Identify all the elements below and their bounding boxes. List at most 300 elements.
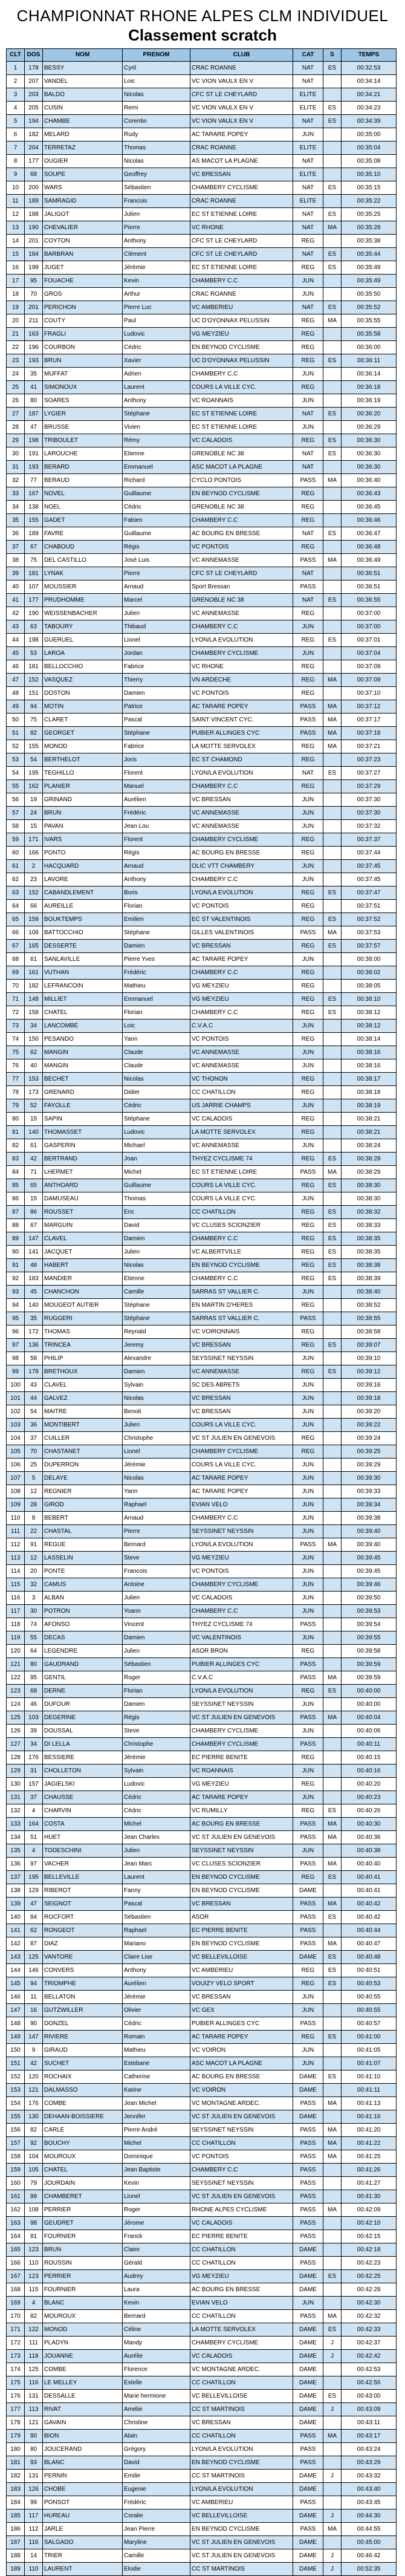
cell-bib: 20 (25, 1565, 43, 1578)
cell-club: VG MEYZIEU (190, 1552, 293, 1565)
cell-bib: 71 (25, 1166, 43, 1179)
cell-club: VG MEYZIEU (190, 980, 293, 993)
cell-time: 00:36:19 (342, 394, 397, 408)
cell-first-name: Jérémie (123, 1751, 190, 1764)
cell-bib: 91 (25, 1538, 43, 1552)
cell-bib: 82 (25, 2310, 43, 2323)
cell-bib: 62 (25, 1046, 43, 1059)
cell-club: VC AMBERIEU (190, 2496, 293, 2509)
cell-rank: 32 (7, 474, 25, 487)
cell-sub-category (323, 1565, 342, 1578)
cell-sub-category (323, 1552, 342, 1565)
cell-first-name: Corentin (123, 115, 190, 128)
cell-sub-category (323, 2416, 342, 2430)
cell-last-name: DERNE (43, 1685, 123, 1698)
cell-first-name: Reynald (123, 1325, 190, 1339)
cell-last-name: PERRIER (43, 2270, 123, 2283)
cell-sub-category (323, 195, 342, 208)
cell-first-name: Laurent (123, 1871, 190, 1884)
cell-last-name: AUREILLE (43, 900, 123, 913)
cell-time: 00:36:51 (342, 581, 397, 594)
cell-category: REG (293, 1073, 323, 1086)
cell-rank: 108 (7, 1485, 25, 1498)
cell-bib: 152 (25, 886, 43, 900)
cell-club: AC TARARE POPEY (190, 1472, 293, 1485)
cell-club: VC ST JULIEN EN GENEVOIS (190, 2549, 293, 2563)
cell-rank: 156 (7, 2124, 25, 2137)
cell-time: 00:40:48 (342, 1951, 397, 1964)
cell-first-name: Roger (123, 1671, 190, 1685)
cell-rank: 93 (7, 1286, 25, 1299)
cell-time: 00:36:55 (342, 594, 397, 607)
cell-category: REG (293, 1365, 323, 1379)
cell-last-name: CHATEL (43, 2164, 123, 2177)
cell-bib: 110 (25, 2563, 43, 2576)
cell-sub-category: ES (323, 354, 342, 368)
cell-sub-category: ES (323, 2070, 342, 2084)
cell-time: 00:40:55 (342, 1991, 397, 2004)
cell-category: JUN (293, 873, 323, 886)
cell-category: REG (293, 1272, 323, 1286)
cell-sub-category: J (323, 2509, 342, 2523)
cell-sub-category: ES (323, 940, 342, 953)
cell-sub-category (323, 2017, 342, 2031)
cell-sub-category (323, 1791, 342, 1804)
cell-sub-category (323, 687, 342, 700)
cell-last-name: GAVAIN (43, 2416, 123, 2430)
cell-last-name: COMBE (43, 2097, 123, 2110)
table-row (7, 1578, 397, 1592)
cell-club: VC BRESSAN (190, 1392, 293, 1405)
cell-bib: 123 (25, 2243, 43, 2257)
cell-last-name: CHAUSSE (43, 1791, 123, 1804)
table-row (7, 208, 397, 221)
cell-sub-category: MA (323, 2310, 342, 2323)
cell-rank: 155 (7, 2110, 25, 2124)
cell-first-name: Stéphane (123, 1312, 190, 1325)
cell-club: EN BEYNOD CYCLISME (190, 1937, 293, 1951)
cell-club: CHAMBERY C.C (190, 1605, 293, 1618)
cell-rank: 52 (7, 740, 25, 753)
cell-last-name: ANTHOARD (43, 1179, 123, 1192)
table-row (7, 2084, 397, 2097)
cell-club: AC TARARE POPEY (190, 1485, 293, 1498)
cell-sub-category (323, 2257, 342, 2270)
table-row (7, 1312, 397, 1325)
cell-first-name: Florent (123, 833, 190, 847)
cell-first-name: Olivier (123, 2004, 190, 2017)
table-row (7, 221, 397, 235)
cell-club: GILLES VALENTINOIS (190, 926, 293, 940)
cell-rank: 10 (7, 181, 25, 195)
cell-category: REG (293, 1299, 323, 1312)
cell-sub-category (323, 2376, 342, 2390)
cell-last-name: CHEVALIER (43, 221, 123, 235)
table-row (7, 288, 397, 301)
cell-rank: 148 (7, 2017, 25, 2031)
table-row (7, 1126, 397, 1139)
cell-time: 00:36:51 (342, 567, 397, 581)
cell-first-name: Etienne (123, 1272, 190, 1286)
cell-last-name: AFONSO (43, 1618, 123, 1631)
cell-last-name: BELLATON (43, 1991, 123, 2004)
cell-last-name: MOUSSIER (43, 581, 123, 594)
cell-rank: 85 (7, 1179, 25, 1192)
cell-bib: 90 (25, 2430, 43, 2443)
cell-category: PASS (293, 2190, 323, 2204)
cell-sub-category: ES (323, 1006, 342, 1020)
table-row (7, 2337, 397, 2350)
table-row (7, 1711, 397, 1725)
cell-rank: 37 (7, 541, 25, 554)
cell-last-name: DONZEL (43, 2017, 123, 2031)
cell-first-name: Camille (123, 1286, 190, 1299)
cell-category: PASS (293, 1937, 323, 1951)
cell-club: VC ST JULIEN EN GENEVOIS (190, 2110, 293, 2124)
cell-sub-category (323, 833, 342, 847)
cell-sub-category (323, 1405, 342, 1419)
cell-sub-category (323, 2057, 342, 2070)
cell-rank: 120 (7, 1645, 25, 1658)
cell-last-name: BELLOCCHIO (43, 660, 123, 674)
cell-club: US JARRIE CHAMPS (190, 1099, 293, 1113)
cell-sub-category (323, 2217, 342, 2230)
cell-bib: 111 (25, 2337, 43, 2350)
cell-time: 00:36:00 (342, 341, 397, 354)
cell-sub-category: MA (323, 1671, 342, 1685)
cell-bib: 9 (25, 2044, 43, 2057)
table-row (7, 2350, 397, 2363)
cell-bib: 47 (25, 421, 43, 434)
cell-time: 00:38:32 (342, 1206, 397, 1219)
cell-bib: 140 (25, 1299, 43, 1312)
cell-bib: 79 (25, 2177, 43, 2190)
cell-club: CHAMBERY CYCLISME (190, 181, 293, 195)
table-row (7, 181, 397, 195)
cell-club: SARRAS ST VALLIER C. (190, 1286, 293, 1299)
col-header-cat: CAT (293, 49, 323, 62)
cell-time: 00:38:21 (342, 1126, 397, 1139)
cell-last-name: CHATEL (43, 1006, 123, 1020)
cell-sub-category (323, 1033, 342, 1046)
cell-bib: 211 (25, 314, 43, 328)
cell-rank: 96 (7, 1325, 25, 1339)
cell-club: VC MONTAGNE ARDEC. (190, 2097, 293, 2110)
cell-sub-category (323, 1020, 342, 1033)
cell-last-name: LAVORE (43, 873, 123, 886)
table-row (7, 1325, 397, 1339)
cell-club: SEYSSINET NEYSSIN (190, 1698, 293, 1711)
cell-time: 00:52:35 (342, 2563, 397, 2576)
table-row (7, 514, 397, 527)
cell-last-name: RIVAT (43, 2403, 123, 2416)
cell-bib: 157 (25, 1778, 43, 1791)
cell-sub-category (323, 2483, 342, 2496)
cell-first-name: Yann (123, 1033, 190, 1046)
cell-sub-category: ES (323, 2323, 342, 2337)
table-row (7, 860, 397, 873)
cell-club: EC PIERRE BENITE (190, 1924, 293, 1937)
table-row (7, 1991, 397, 2004)
cell-sub-category (323, 847, 342, 860)
cell-club: CRAC ROANNE (190, 288, 293, 301)
cell-first-name: Julien (123, 1246, 190, 1259)
cell-time: 00:35:28 (342, 221, 397, 235)
cell-sub-category (323, 873, 342, 886)
cell-rank: 91 (7, 1259, 25, 1272)
table-row (7, 2204, 397, 2217)
cell-bib: 106 (25, 926, 43, 940)
cell-sub-category (323, 2363, 342, 2376)
cell-last-name: TEGHILLO (43, 767, 123, 780)
cell-bib: 163 (25, 328, 43, 341)
cell-club: LA MOTTE SERVOLEX (190, 740, 293, 753)
cell-sub-category (323, 1631, 342, 1645)
cell-rank: 14 (7, 235, 25, 248)
cell-last-name: DAMUSEAU (43, 1192, 123, 1206)
cell-first-name: Pascal (123, 1898, 190, 1911)
cell-last-name: IVARS (43, 833, 123, 847)
cell-sub-category (323, 1658, 342, 1671)
cell-last-name: GUTZWILLER (43, 2004, 123, 2017)
cell-first-name: Jean Michel (123, 2097, 190, 2110)
cell-sub-category (323, 1738, 342, 1751)
cell-last-name: POTRON (43, 1605, 123, 1618)
cell-first-name: Xavier (123, 354, 190, 368)
cell-club: EC ST ETIENNE LOIRE (190, 421, 293, 434)
table-row (7, 1525, 397, 1538)
cell-first-name: Arnaud (123, 860, 190, 873)
cell-rank: 3 (7, 88, 25, 102)
cell-rank: 183 (7, 2483, 25, 2496)
cell-club: AC BOURG EN BRESSE (190, 527, 293, 541)
cell-last-name: DIAZ (43, 1937, 123, 1951)
cell-time: 00:37:45 (342, 860, 397, 873)
cell-bib: 177 (25, 594, 43, 607)
cell-rank: 175 (7, 2376, 25, 2390)
cell-rank: 86 (7, 1192, 25, 1206)
cell-bib: 15 (25, 1192, 43, 1206)
cell-last-name: ROUSSET (43, 1206, 123, 1219)
cell-last-name: MOUROUX (43, 2310, 123, 2323)
cell-rank: 50 (7, 714, 25, 727)
table-row (7, 1232, 397, 1246)
cell-club: VC VALENTINOIS (190, 1631, 293, 1645)
cell-category: REG (293, 847, 323, 860)
cell-club: CC CHATILLON (190, 2243, 293, 2257)
cell-time: 00:40:04 (342, 1711, 397, 1725)
cell-sub-category (323, 394, 342, 408)
table-row (7, 926, 397, 940)
cell-time: 00:35:44 (342, 248, 397, 261)
cell-rank: 126 (7, 1725, 25, 1738)
cell-rank: 74 (7, 1033, 25, 1046)
cell-club: CHAMBERY C.C (190, 966, 293, 980)
cell-sub-category: ES (323, 1964, 342, 1977)
table-row (7, 2430, 397, 2443)
cell-time: 00:38:35 (342, 1246, 397, 1259)
cell-time: 00:45:00 (342, 2536, 397, 2549)
cell-category: JUN (293, 1099, 323, 1113)
cell-first-name: Pierre (123, 1525, 190, 1538)
cell-time: 00:36:30 (342, 447, 397, 461)
cell-last-name: LANCOMBE (43, 1020, 123, 1033)
cell-category: JUN (293, 1791, 323, 1804)
cell-club: VC BRESSAN (190, 168, 293, 181)
cell-first-name: Sébastien (123, 1658, 190, 1671)
cell-bib: 190 (25, 607, 43, 620)
cell-rank: 77 (7, 1073, 25, 1086)
cell-first-name: Etienne (123, 447, 190, 461)
cell-time: 00:41:07 (342, 2057, 397, 2070)
cell-time: 00:39:30 (342, 1472, 397, 1485)
cell-sub-category: ES (323, 115, 342, 128)
cell-last-name: JACQUET (43, 1246, 123, 1259)
cell-rank: 165 (7, 2243, 25, 2257)
cell-last-name: DOSTON (43, 687, 123, 700)
cell-club: CHAMBERY C.C (190, 1006, 293, 1020)
cell-time: 00:36:20 (342, 408, 397, 421)
cell-category: REG (293, 1751, 323, 1764)
cell-club: OLIC VTT CHAMBERY (190, 860, 293, 873)
table-row (7, 88, 397, 102)
cell-time: 00:38:28 (342, 1153, 397, 1166)
cell-bib: 203 (25, 88, 43, 102)
table-row (7, 847, 397, 860)
cell-rank: 72 (7, 1006, 25, 1020)
cell-sub-category: ES (323, 993, 342, 1006)
cell-last-name: VANDEL (43, 75, 123, 88)
cell-time: 00:42:42 (342, 2350, 397, 2363)
cell-rank: 15 (7, 248, 25, 261)
cell-time: 00:34:21 (342, 88, 397, 102)
cell-category: PASS (293, 1818, 323, 1831)
cell-sub-category: J (323, 2350, 342, 2363)
cell-first-name: Cédric (123, 1804, 190, 1818)
cell-sub-category (323, 2004, 342, 2017)
cell-time: 00:35:50 (342, 288, 397, 301)
cell-sub-category: MA (323, 714, 342, 727)
cell-first-name: Claire (123, 2243, 190, 2257)
cell-rank: 47 (7, 674, 25, 687)
cell-club: VC ROANNAIS (190, 1764, 293, 1778)
cell-sub-category: MA (323, 2430, 342, 2443)
cell-sub-category (323, 88, 342, 102)
cell-category: ELITE (293, 88, 323, 102)
cell-rank: 153 (7, 2084, 25, 2097)
cell-sub-category (323, 1099, 342, 1113)
cell-category: ELITE (293, 195, 323, 208)
cell-sub-category: MA (323, 314, 342, 328)
cell-last-name: BLANC (43, 2297, 123, 2310)
cell-first-name: Damien (123, 1365, 190, 1379)
table-row (7, 2549, 397, 2563)
cell-time: 00:36:48 (342, 541, 397, 554)
table-row (7, 2403, 397, 2416)
cell-time: 00:41:25 (342, 2150, 397, 2164)
cell-last-name: LEFRANCOIN (43, 980, 123, 993)
cell-time: 00:42:30 (342, 2297, 397, 2310)
cell-sub-category (323, 1512, 342, 1525)
cell-last-name: CARLE (43, 2124, 123, 2137)
cell-sub-category: MA (323, 1818, 342, 1831)
cell-bib: 35 (25, 1312, 43, 1325)
cell-category: DAME (293, 2084, 323, 2097)
cell-rank: 106 (7, 1459, 25, 1472)
cell-last-name: COSTA (43, 1818, 123, 1831)
cell-club: VC PONTOIS (190, 1033, 293, 1046)
cell-first-name: Julien (123, 1419, 190, 1432)
table-row (7, 1405, 397, 1419)
cell-category: REG (293, 2031, 323, 2044)
table-row (7, 767, 397, 780)
cell-category: DAME (293, 2363, 323, 2376)
cell-first-name: Jean Baptiste (123, 2164, 190, 2177)
cell-time: 00:37:32 (342, 820, 397, 833)
cell-bib: 48 (25, 1259, 43, 1272)
cell-rank: 24 (7, 368, 25, 381)
cell-bib: 140 (25, 1126, 43, 1139)
table-row (7, 102, 397, 115)
cell-category: PASS (293, 2230, 323, 2243)
cell-time: 00:39:59 (342, 1671, 397, 1685)
cell-bib: 47 (25, 1898, 43, 1911)
cell-first-name: Damien (123, 687, 190, 700)
cell-sub-category (323, 980, 342, 993)
cell-first-name: Guillaume (123, 1179, 190, 1192)
cell-sub-category (323, 807, 342, 820)
table-row (7, 1006, 397, 1020)
cell-last-name: DALMASSO (43, 2084, 123, 2097)
cell-sub-category: ES (323, 1246, 342, 1259)
cell-last-name: GRENARD (43, 1086, 123, 1099)
cell-time: 00:37:37 (342, 833, 397, 847)
cell-time: 00:37:09 (342, 660, 397, 674)
table-row (7, 1046, 397, 1059)
cell-rank: 111 (7, 1525, 25, 1538)
cell-rank: 162 (7, 2204, 25, 2217)
cell-sub-category: MA (323, 1538, 342, 1552)
page-title: CHAMPIONNAT RHONE ALPES CLM INDIVIDUEL (16, 7, 389, 25)
cell-first-name: Joan (123, 1153, 190, 1166)
table-row (7, 368, 397, 381)
cell-time: 00:36:30 (342, 434, 397, 447)
cell-bib: 58 (25, 1352, 43, 1365)
cell-time: 00:39:07 (342, 1339, 397, 1352)
cell-rank: 168 (7, 2283, 25, 2297)
cell-club: LYON/LA EVOLUTION (190, 2483, 293, 2496)
cell-sub-category (323, 1991, 342, 2004)
table-row (7, 1272, 397, 1286)
cell-category: JUN (293, 620, 323, 634)
table-row (7, 1192, 397, 1206)
cell-category: DAME (293, 1884, 323, 1898)
cell-sub-category: MA (323, 2097, 342, 2110)
table-row (7, 341, 397, 354)
table-row (7, 1020, 397, 1033)
cell-first-name: Pierre André (123, 2124, 190, 2137)
cell-time: 00:35:58 (342, 328, 397, 341)
cell-rank: 157 (7, 2137, 25, 2150)
cell-club: CHAMBERY C.C (190, 873, 293, 886)
cell-first-name: Mathieu (123, 2044, 190, 2057)
cell-club: VC AMBERIEU (190, 1964, 293, 1977)
cell-first-name: Pierre (123, 221, 190, 235)
cell-club: SEYSSINET NEYSSIN (190, 1844, 293, 1858)
cell-bib: 32 (25, 1578, 43, 1592)
cell-sub-category (323, 1778, 342, 1791)
cell-club: CC CHATILLON (190, 2310, 293, 2323)
